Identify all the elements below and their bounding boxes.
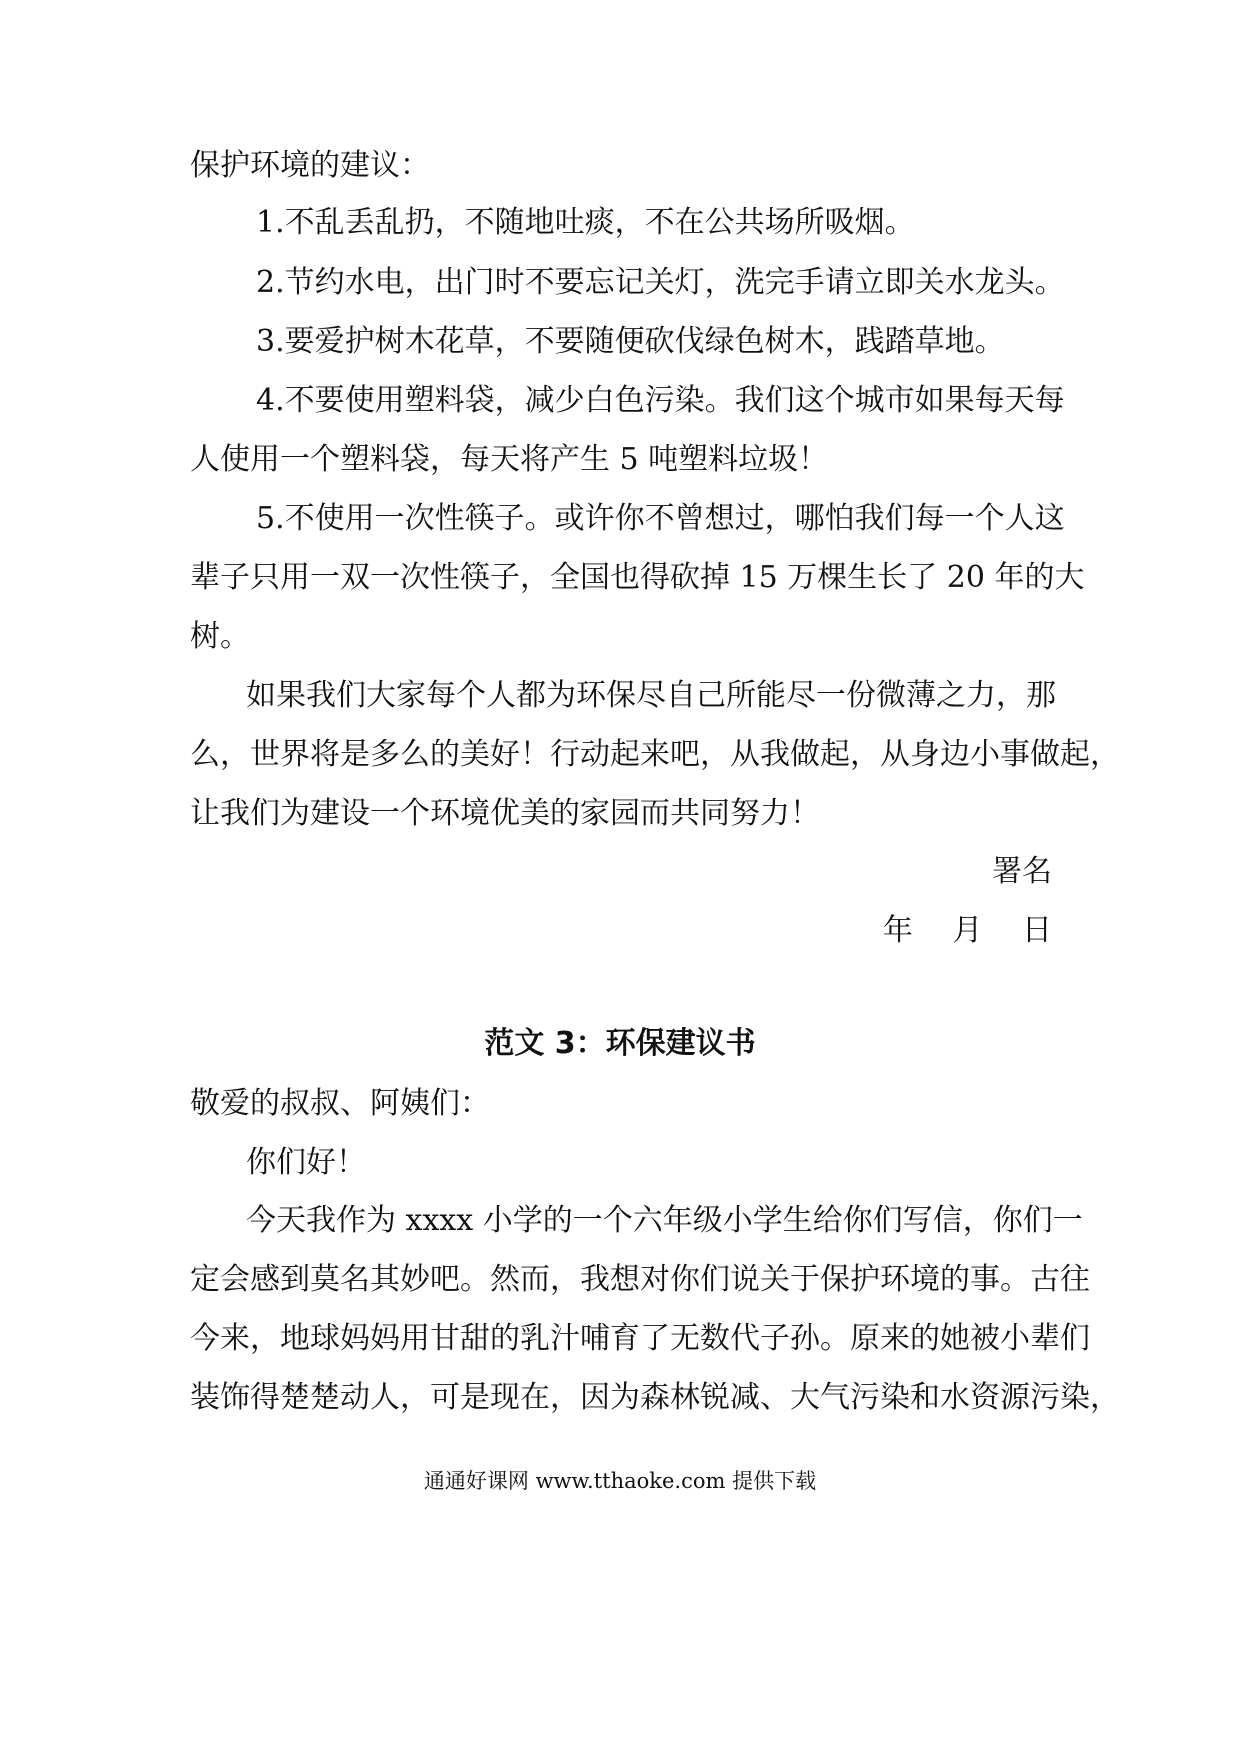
suggestion-item-5-line-3: 树。 [190,619,250,654]
section-title: 范文 3：环保建议书 [484,1026,756,1061]
suggestion-item-4-line-2: 人使用一个塑料袋，每天将产生 5 吨塑料垃圾！ [190,442,829,477]
suggestion-item-2: 2.节约水电，出门时不要忘记关灯，洗完手请立即关水龙头。 [256,265,1065,300]
suggestion-item-5-line-2: 辈子只用一双一次性筷子，全国也得砍掉 15 万棵生长了 20 年的大 [190,560,1085,595]
closing-line-3: 让我们为建设一个环境优美的家园而共同努力！ [190,796,820,831]
signature: 署名 [992,854,1052,889]
date-line: 年 月 日 [882,913,1052,948]
letter-para-line-1: 今天我作为 xxxx 小学的一个六年级小学生给你们写信，你们一 [246,1203,1083,1238]
letter-para-line-3: 今来，地球妈妈用甘甜的乳汁哺育了无数代子孙。原来的她被小辈们 [190,1321,1090,1356]
letter-para-line-2: 定会感到莫名其妙吧。然而，我想对你们说关于保护环境的事。古往 [190,1262,1090,1297]
salutation: 敬爱的叔叔、阿姨们： [190,1086,490,1121]
page-footer: 通通好课网 www.tthaoke.com 提供下载 [423,1469,817,1493]
closing-line-1: 如果我们大家每个人都为环保尽自己所能尽一份微薄之力，那 [246,678,1056,713]
suggestion-item-4-line-1: 4.不要使用塑料袋，减少白色污染。我们这个城市如果每天每 [256,383,1065,418]
suggestion-item-3: 3.要爱护树木花草，不要随便砍伐绿色树木，践踏草地。 [256,324,1005,359]
suggestion-item-1: 1.不乱丢乱扔，不随地吐痰，不在公共场所吸烟。 [256,205,915,240]
letter-para-line-4: 装饰得楚楚动人，可是现在，因为森林锐减、大气污染和水资源污染， [190,1380,1120,1415]
greeting: 你们好！ [246,1145,366,1180]
suggestion-item-5-line-1: 5.不使用一次性筷子。或许你不曾想过，哪怕我们每一个人这 [256,501,1065,536]
suggestions-heading: 保护环境的建议： [190,148,430,183]
closing-line-2: 么，世界将是多么的美好！行动起来吧，从我做起，从身边小事做起， [190,737,1120,772]
